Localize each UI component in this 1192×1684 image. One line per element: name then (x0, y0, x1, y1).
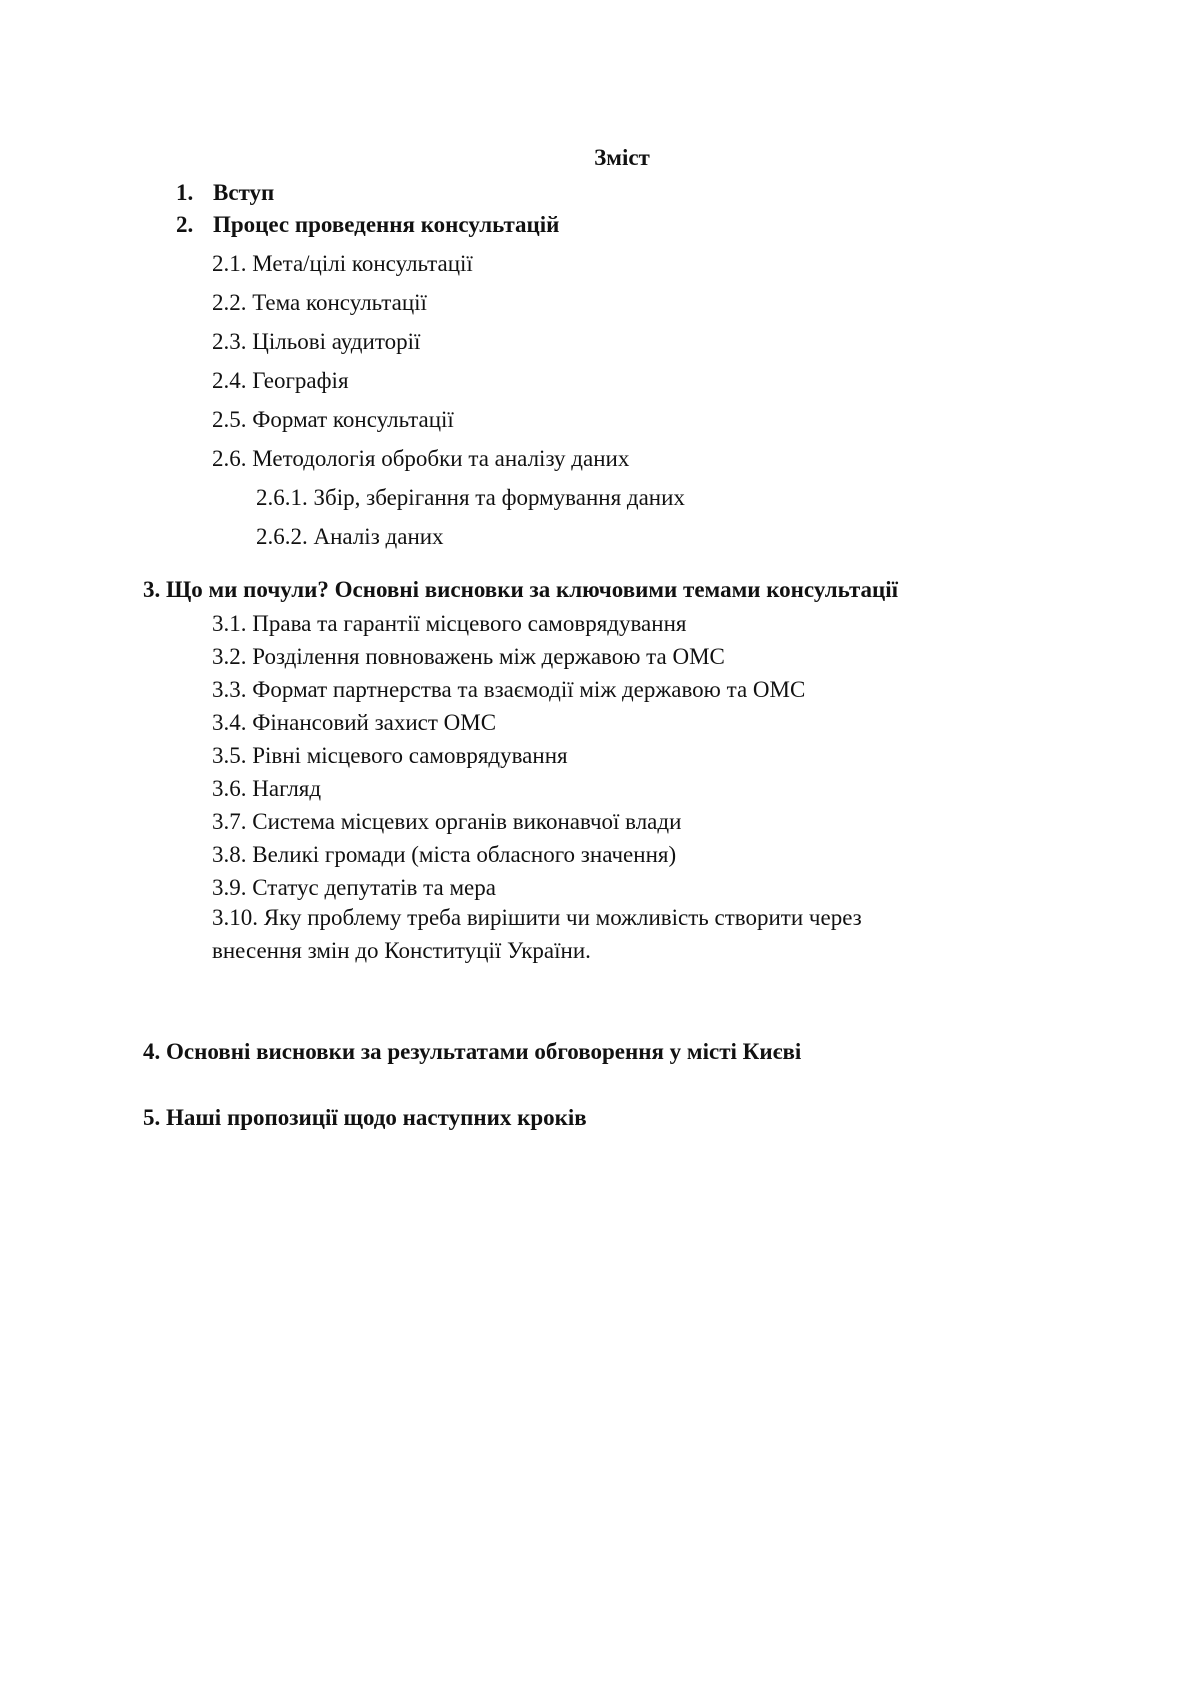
toc-label: Вступ (213, 180, 275, 205)
toc-title: Зміст (594, 145, 650, 170)
toc-entry-3-3[interactable]: 3.3. Формат партнерства та взаємодії між державою та ОМС (212, 677, 806, 702)
toc-entry-3-1[interactable]: 3.1. Права та гарантії місцевого самоврядування (212, 611, 687, 636)
toc-number: 2. (176, 212, 194, 237)
toc-entry-3-10[interactable]: 3.10. Яку проблему треба вирішити чи можливість створити через (212, 905, 862, 930)
toc-entry-5[interactable]: 5. Наші пропозиції щодо наступних кроків (143, 1105, 587, 1130)
toc-entry-2-6[interactable]: 2.6. Методологія обробки та аналізу даних (212, 446, 630, 471)
toc-entry-1[interactable] (176, 178, 274, 208)
toc-entry-2-5[interactable]: 2.5. Формат консультації (212, 407, 454, 432)
toc-entry-3-6[interactable]: 3.6. Нагляд (212, 776, 322, 801)
toc-entry-2-3[interactable]: 2.3. Цільові аудиторії (212, 329, 421, 354)
toc-entry-3[interactable]: 3. Що ми почули? Основні висновки за ключовими темами консультації (143, 577, 899, 602)
toc-entry-2-4[interactable]: 2.4. Географія (212, 368, 349, 393)
toc-entry-2-2[interactable]: 2.2. Тема консультації (212, 290, 427, 315)
toc-entry-3-9[interactable]: 3.9. Статус депутатів та мера (212, 875, 496, 900)
toc-entry-2-1[interactable]: 2.1. Мета/цілі консультації (212, 251, 473, 276)
toc-entry-3-7[interactable]: 3.7. Система місцевих органів виконавчої влади (212, 809, 682, 834)
toc-entry-2[interactable] (176, 210, 559, 240)
toc-entry-3-4[interactable]: 3.4. Фінансовий захист ОМС (212, 710, 497, 735)
toc-entry-3-2[interactable]: 3.2. Розділення повноважень між державою та ОМС (212, 644, 725, 669)
toc-number: 1. (176, 180, 194, 205)
toc-entry-4[interactable]: 4. Основні висновки за результатами обговорення у місті Києві (143, 1039, 802, 1064)
toc-entry-3-10-continued[interactable]: внесення змін до Конституції України. (212, 938, 591, 963)
toc-entry-2-6-1[interactable]: 2.6.1. Збір, зберігання та формування даних (256, 485, 685, 510)
toc-label: Процес проведення консультацій (213, 212, 560, 237)
toc-entry-2-6-2[interactable]: 2.6.2. Аналіз даних (256, 524, 444, 549)
toc-entry-3-5[interactable]: 3.5. Рівні місцевого самоврядування (212, 743, 568, 768)
toc-entry-3-8[interactable]: 3.8. Великі громади (міста обласного значення) (212, 842, 677, 867)
